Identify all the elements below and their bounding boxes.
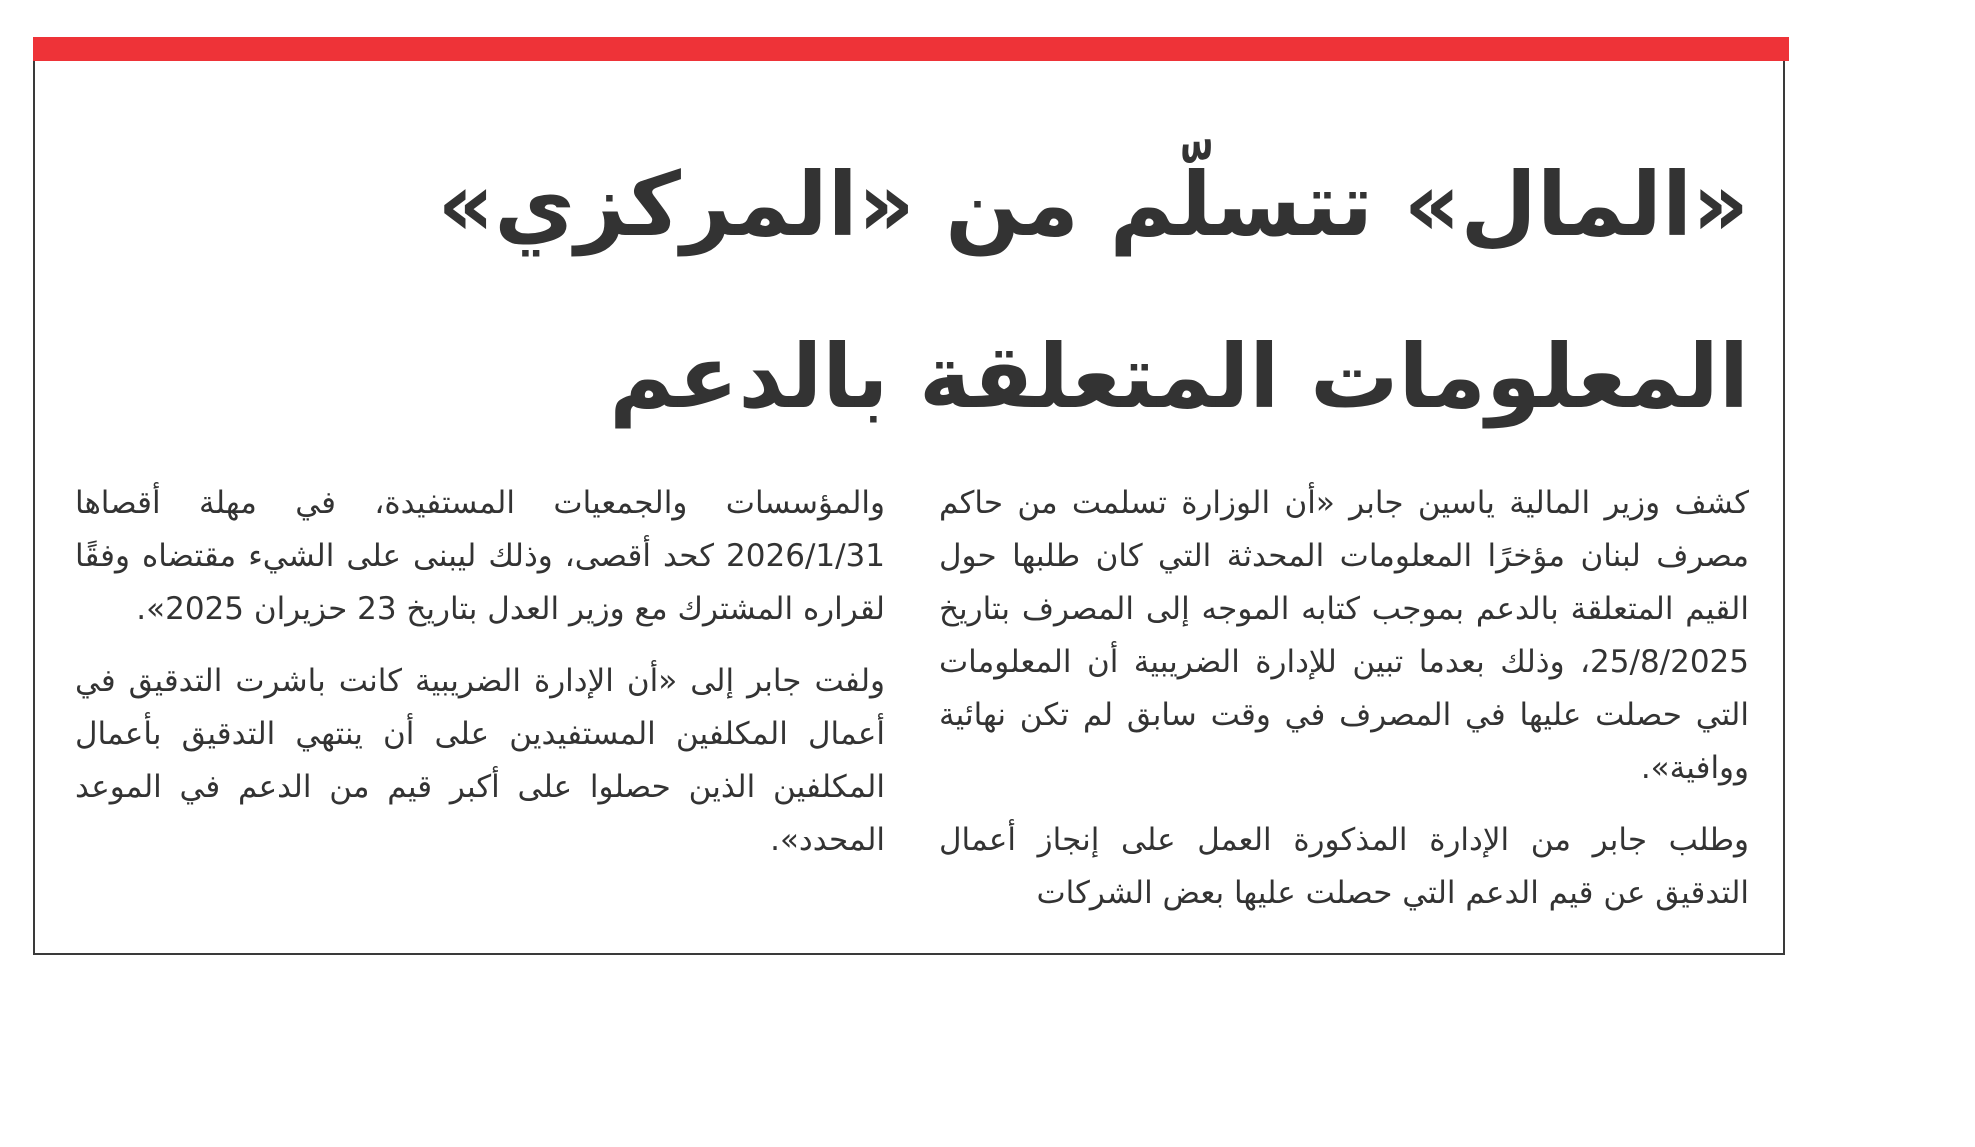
headline [99, 119, 1749, 463]
headline-line-1: «المال» تتسلّم من «المركزي» [437, 153, 1749, 256]
paragraph: ولفت جابر إلى «أن الإدارة الضريبية كانت باشرت التدقيق في أعمال المكلفين المستفيدين على أن ينتهي التدقيق بأعمال المكلفين الذين حصلوا على أكبر قيم من الدعم في الموعد المحدد». [75, 663, 885, 858]
paragraph: كشف وزير المالية ياسين جابر «أن الوزارة تسلمت من حاكم مصرف لبنان مؤخرًا المعلومات المحدثة التي كان طلبها حول القيم المتعلقة بالدعم بموجب كتابه الموجه إلى المصرف بتاريخ 25/8/2025، وذلك بعدما تبين للإدارة الضريبية أن المعلومات التي حصلت عليها في المصرف في وقت سابق لم تكن نهائية ووافية». [939, 485, 1749, 786]
article-column-left [75, 477, 885, 886]
article-column-right [939, 477, 1749, 939]
headline-line-2: المعلومات المتعلقة بالدعم [609, 325, 1749, 428]
article-box [33, 37, 1785, 955]
paragraph: وطلب جابر من الإدارة المذكورة العمل على إنجاز أعمال التدقيق عن قيم الدعم التي حصلت عليها بعض الشركات [939, 822, 1749, 911]
paragraph: والمؤسسات والجمعيات المستفيدة، في مهلة أقصاها 2026/1/31 كحد أقصى، وذلك ليبنى على الشيء مقتضاه وفقًا لقراره المشترك مع وزير العدل بتاريخ 23 حزيران 2025». [75, 485, 885, 627]
accent-bar [33, 37, 1789, 61]
